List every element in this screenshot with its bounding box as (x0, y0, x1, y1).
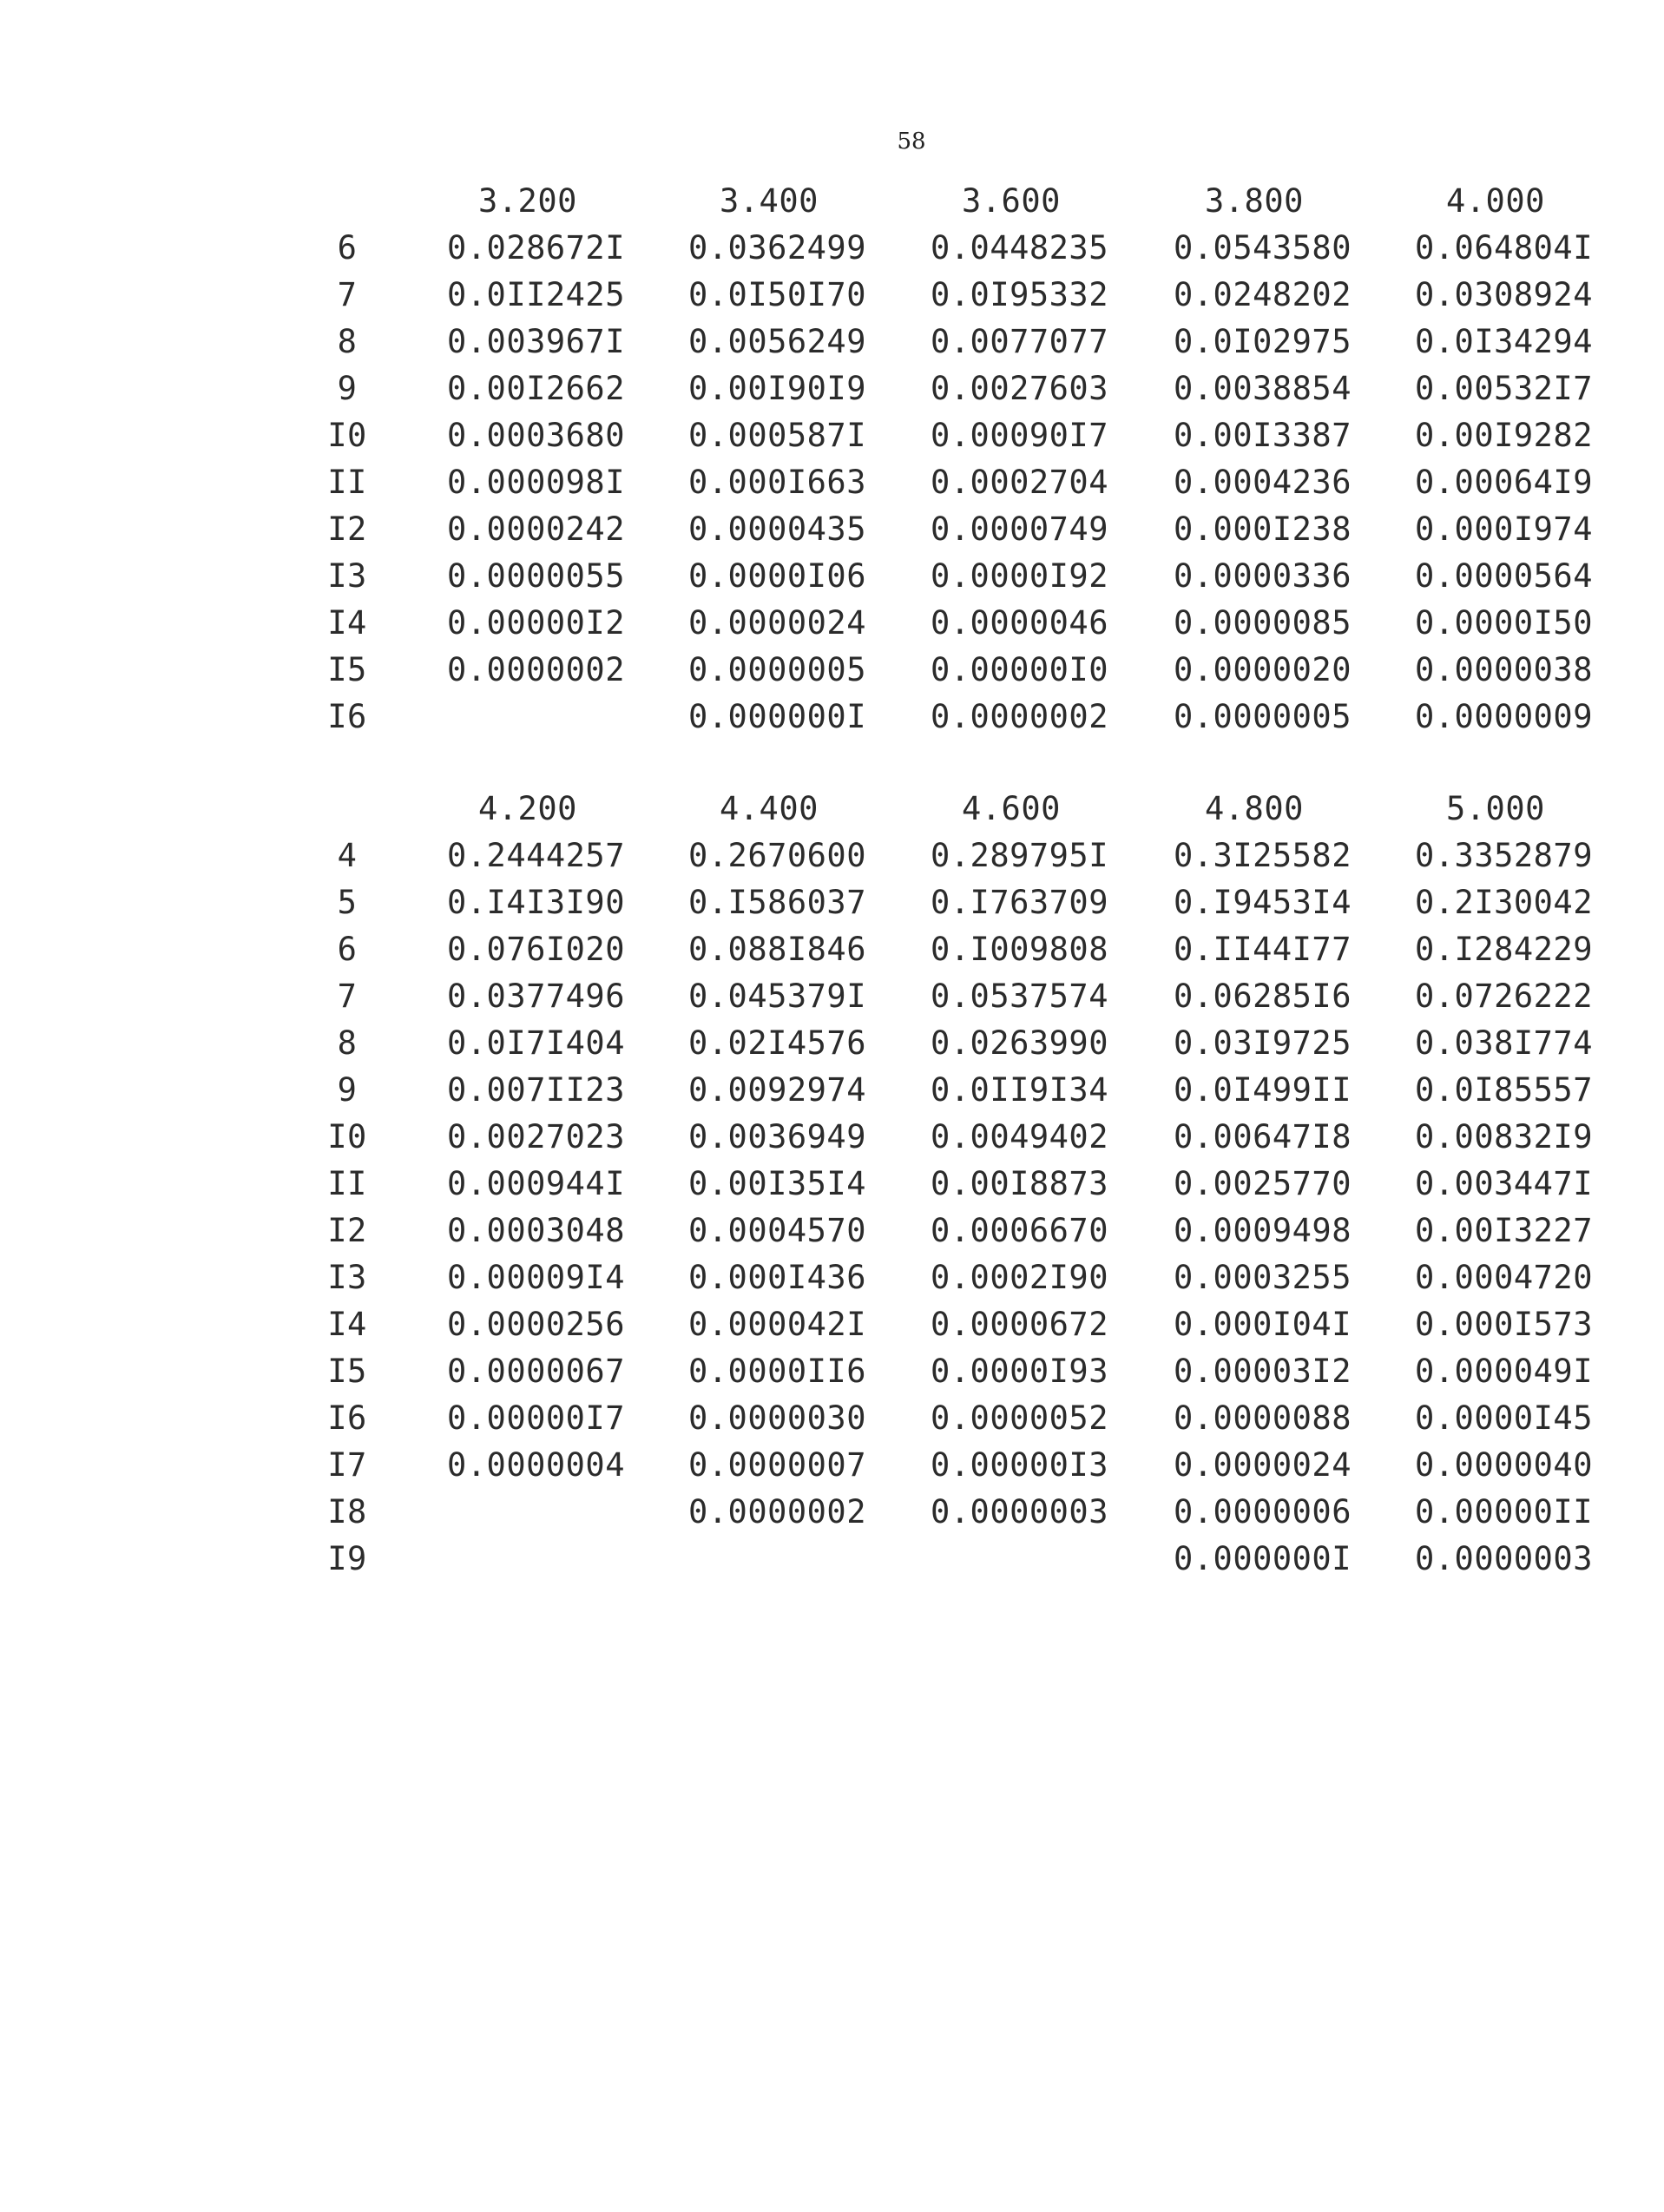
table-block-2 (312, 786, 1615, 1583)
table-cell: 0.088I846 (688, 931, 866, 968)
table-cell: 0.0003048 (447, 1212, 625, 1249)
table-cell: 0.0000672 (931, 1306, 1108, 1343)
table-cell: 0.0000005 (688, 651, 866, 688)
table-cell: 0.0000085 (1174, 604, 1352, 642)
table-cell: 0.003967I (447, 323, 625, 360)
column-header-row (312, 178, 1615, 225)
table-cell: 0.0009498 (1174, 1212, 1352, 1249)
table-cell: 0.0002704 (931, 464, 1108, 501)
table-cell: 0.289795I (931, 837, 1108, 874)
table-cell: 0.0025770 (1174, 1165, 1352, 1202)
table-cell: 0.0000006 (1174, 1493, 1352, 1531)
table-cell: 0.000098I (447, 464, 625, 501)
table-cell: 0.0000007 (688, 1446, 866, 1484)
row-label: I5 (327, 651, 367, 688)
table-cell: 0.0000I93 (931, 1353, 1108, 1390)
row-label: I0 (327, 417, 367, 454)
table-cell: 0.I284229 (1415, 931, 1593, 968)
table-row (312, 1536, 1615, 1583)
column-header: 4.600 (962, 790, 1061, 827)
table-cell: 0.0000002 (447, 651, 625, 688)
table-row (312, 647, 1615, 694)
table-cell: 0.03I9725 (1174, 1024, 1352, 1062)
table-cell: 0.06285I6 (1174, 978, 1352, 1015)
table-cell: 0.00I8873 (931, 1165, 1108, 1202)
table-cell: 0.02I4576 (688, 1024, 866, 1062)
table-cell: 0.0000I45 (1415, 1399, 1593, 1437)
table-row (312, 973, 1615, 1020)
row-label: II (327, 464, 367, 501)
table-cell: 0.0000336 (1174, 557, 1352, 595)
table-cell: 0.064804I (1415, 229, 1593, 267)
table-cell: 0.003447I (1415, 1165, 1593, 1202)
column-header: 4.000 (1446, 182, 1545, 220)
table-cell: 0.00I9282 (1415, 417, 1593, 454)
column-header: 3.600 (962, 182, 1061, 220)
table-cell: 0.00832I9 (1415, 1118, 1593, 1155)
table-row (312, 879, 1615, 926)
table-row (312, 1020, 1615, 1067)
table-cell: 0.0049402 (931, 1118, 1108, 1155)
table-cell: 0.000I663 (688, 464, 866, 501)
column-header: 4.200 (478, 790, 577, 827)
row-label: I0 (327, 1118, 367, 1155)
table-cell: 0.00000II (1415, 1493, 1593, 1531)
table-cell: 0.0377496 (447, 978, 625, 1015)
row-label: I6 (327, 1399, 367, 1437)
column-header-row (312, 786, 1615, 833)
table-cell: 0.0004236 (1174, 464, 1352, 501)
table-cell: 0.000I04I (1174, 1306, 1352, 1343)
table-cell: 0.00000I3 (931, 1446, 1108, 1484)
table-row (312, 1114, 1615, 1161)
table-cell: 0.0000004 (447, 1446, 625, 1484)
table-cell: 0.0000052 (931, 1399, 1108, 1437)
table-cell: 0.0000003 (931, 1493, 1108, 1531)
table-cell: 0.0I02975 (1174, 323, 1352, 360)
column-header: 3.400 (720, 182, 819, 220)
table-cell: 0.00000I7 (447, 1399, 625, 1437)
table-row (312, 1254, 1615, 1301)
table-row (312, 1067, 1615, 1114)
table-row (312, 1489, 1615, 1536)
column-header: 5.000 (1446, 790, 1545, 827)
table-cell: 0.0248202 (1174, 276, 1352, 313)
row-label: I4 (327, 604, 367, 642)
column-header: 3.800 (1205, 182, 1304, 220)
table-cell: 0.0000067 (447, 1353, 625, 1390)
table-cell: 0.038I774 (1415, 1024, 1593, 1062)
row-label: 9 (337, 370, 358, 407)
row-label: 6 (337, 931, 358, 968)
table-cell: 0.00003I2 (1174, 1353, 1352, 1390)
row-label: 8 (337, 323, 358, 360)
table-cell: 0.0000009 (1415, 698, 1593, 735)
row-label: 8 (337, 1024, 358, 1062)
table-cell: 0.0I50I70 (688, 276, 866, 313)
table-cell: 0.2I30042 (1415, 884, 1593, 921)
table-cell: 0.I9453I4 (1174, 884, 1352, 921)
table-cell: 0.0000749 (931, 510, 1108, 548)
table-cell: 0.0092974 (688, 1071, 866, 1109)
table-cell: 0.II44I77 (1174, 931, 1352, 968)
table-cell: 0.00I3227 (1415, 1212, 1593, 1249)
table-cell: 0.0I34294 (1415, 323, 1593, 360)
table-cell: 0.0543580 (1174, 229, 1352, 267)
table-cell: 0.000944I (447, 1165, 625, 1202)
table-cell: 0.0I499II (1174, 1071, 1352, 1109)
table-cell: 0.0263990 (931, 1024, 1108, 1062)
row-label: I5 (327, 1353, 367, 1390)
table-row (312, 833, 1615, 879)
table-cell: 0.0000040 (1415, 1446, 1593, 1484)
table-row (312, 1301, 1615, 1348)
table-cell: 0.I4I3I90 (447, 884, 625, 921)
table-cell: 0.00I3387 (1174, 417, 1352, 454)
table-cell: 0.028672I (447, 229, 625, 267)
table-cell: 0.0027603 (931, 370, 1108, 407)
table-cell: 0.0036949 (688, 1118, 866, 1155)
table-cell: 0.0056249 (688, 323, 866, 360)
table-cell: 0.045379I (688, 978, 866, 1015)
table-cell: 0.00009I4 (447, 1259, 625, 1296)
row-label: I3 (327, 557, 367, 595)
table-row (312, 1395, 1615, 1442)
table-cell: 0.000I238 (1174, 510, 1352, 548)
table-cell: 0.00090I7 (931, 417, 1108, 454)
table-cell: 0.0000564 (1415, 557, 1593, 595)
row-label: I9 (327, 1540, 367, 1577)
table-cell: 0.0027023 (447, 1118, 625, 1155)
table-cell: 0.000I974 (1415, 510, 1593, 548)
table-cell: 0.00532I7 (1415, 370, 1593, 407)
table-row (312, 1208, 1615, 1254)
row-label: 7 (337, 978, 358, 1015)
column-header: 4.800 (1205, 790, 1304, 827)
table-cell: 0.0000002 (688, 1493, 866, 1531)
row-label: I7 (327, 1446, 367, 1484)
row-label: I2 (327, 1212, 367, 1249)
table-cell: 0.00064I9 (1415, 464, 1593, 501)
table-cell: 0.0000435 (688, 510, 866, 548)
table-cell: 0.0000242 (447, 510, 625, 548)
table-cell: 0.0000I92 (931, 557, 1108, 595)
table-cell: 0.0038854 (1174, 370, 1352, 407)
table-cell: 0.0000II6 (688, 1353, 866, 1390)
table-cell: 0.0000088 (1174, 1399, 1352, 1437)
table-cell: 0.0002I90 (931, 1259, 1108, 1296)
table-cell: 0.0308924 (1415, 276, 1593, 313)
table-cell: 0.000000I (1174, 1540, 1352, 1577)
row-label: 5 (337, 884, 358, 921)
table-cell: 0.0000002 (931, 698, 1108, 735)
table-cell: 0.I586037 (688, 884, 866, 921)
table-row (312, 1348, 1615, 1395)
table-cell: 0.0000024 (688, 604, 866, 642)
table-row (312, 1442, 1615, 1489)
table-cell: 0.0726222 (1415, 978, 1593, 1015)
table-cell: 0.0II2425 (447, 276, 625, 313)
row-label: II (327, 1165, 367, 1202)
table-cell: 0.076I020 (447, 931, 625, 968)
table-block-1 (312, 178, 1615, 741)
table-cell: 0.0448235 (931, 229, 1108, 267)
row-label: I4 (327, 1306, 367, 1343)
table-cell: 0.3352879 (1415, 837, 1593, 874)
row-label: I6 (327, 698, 367, 735)
table-row (312, 926, 1615, 973)
table-cell: 0.00000I0 (931, 651, 1108, 688)
table-row (312, 365, 1615, 412)
page-number: 58 (897, 128, 926, 155)
table-cell: 0.0000I50 (1415, 604, 1593, 642)
table-cell: 0.0006670 (931, 1212, 1108, 1249)
table-cell: 0.00I35I4 (688, 1165, 866, 1202)
table-cell: 0.0I7I404 (447, 1024, 625, 1062)
row-label: I8 (327, 1493, 367, 1531)
row-label: 7 (337, 276, 358, 313)
table-cell: 0.000I436 (688, 1259, 866, 1296)
table-cell: 0.00647I8 (1174, 1118, 1352, 1155)
table-row (312, 319, 1615, 365)
table-cell: 0.0003680 (447, 417, 625, 454)
table-cell: 0.0000038 (1415, 651, 1593, 688)
table-row (312, 1161, 1615, 1208)
row-label: I2 (327, 510, 367, 548)
table-cell: 0.0000055 (447, 557, 625, 595)
row-label: 6 (337, 229, 358, 267)
row-label: 9 (337, 1071, 358, 1109)
table-cell: 0.0000020 (1174, 651, 1352, 688)
table-row (312, 553, 1615, 600)
table-cell: 0.00I2662 (447, 370, 625, 407)
table-row (312, 600, 1615, 647)
table-cell: 0.0004720 (1415, 1259, 1593, 1296)
table-cell: 0.0000046 (931, 604, 1108, 642)
table-cell: 0.0000256 (447, 1306, 625, 1343)
table-cell: 0.0000005 (1174, 698, 1352, 735)
table-cell: 0.0II9I34 (931, 1071, 1108, 1109)
table-cell: 0.0000030 (688, 1399, 866, 1437)
table-cell: 0.I763709 (931, 884, 1108, 921)
table-row (312, 412, 1615, 459)
table-cell: 0.0362499 (688, 229, 866, 267)
table-row (312, 272, 1615, 319)
table-row (312, 506, 1615, 553)
table-cell: 0.0I85557 (1415, 1071, 1593, 1109)
table-row (312, 459, 1615, 506)
table-cell: 0.0000024 (1174, 1446, 1352, 1484)
table-cell: 0.000049I (1415, 1353, 1593, 1390)
row-label: I3 (327, 1259, 367, 1296)
row-label: 4 (337, 837, 358, 874)
table-cell: 0.I009808 (931, 931, 1108, 968)
table-cell: 0.000000I (688, 698, 866, 735)
table-cell: 0.3I25582 (1174, 837, 1352, 874)
table-cell: 0.000I573 (1415, 1306, 1593, 1343)
table-cell: 0.2670600 (688, 837, 866, 874)
table-cell: 0.0000003 (1415, 1540, 1593, 1577)
table-cell: 0.00000I2 (447, 604, 625, 642)
table-cell: 0.0537574 (931, 978, 1108, 1015)
table-cell: 0.000042I (688, 1306, 866, 1343)
column-header: 3.200 (478, 182, 577, 220)
table-cell: 0.0077077 (931, 323, 1108, 360)
table-cell: 0.007II23 (447, 1071, 625, 1109)
table-cell: 0.0003255 (1174, 1259, 1352, 1296)
table-row (312, 694, 1615, 741)
table-cell: 0.0004570 (688, 1212, 866, 1249)
table-row (312, 225, 1615, 272)
table-cell: 0.0000I06 (688, 557, 866, 595)
table-cell: 0.00I90I9 (688, 370, 866, 407)
column-header: 4.400 (720, 790, 819, 827)
table-cell: 0.0I95332 (931, 276, 1108, 313)
table-cell: 0.000587I (688, 417, 866, 454)
table-cell: 0.2444257 (447, 837, 625, 874)
